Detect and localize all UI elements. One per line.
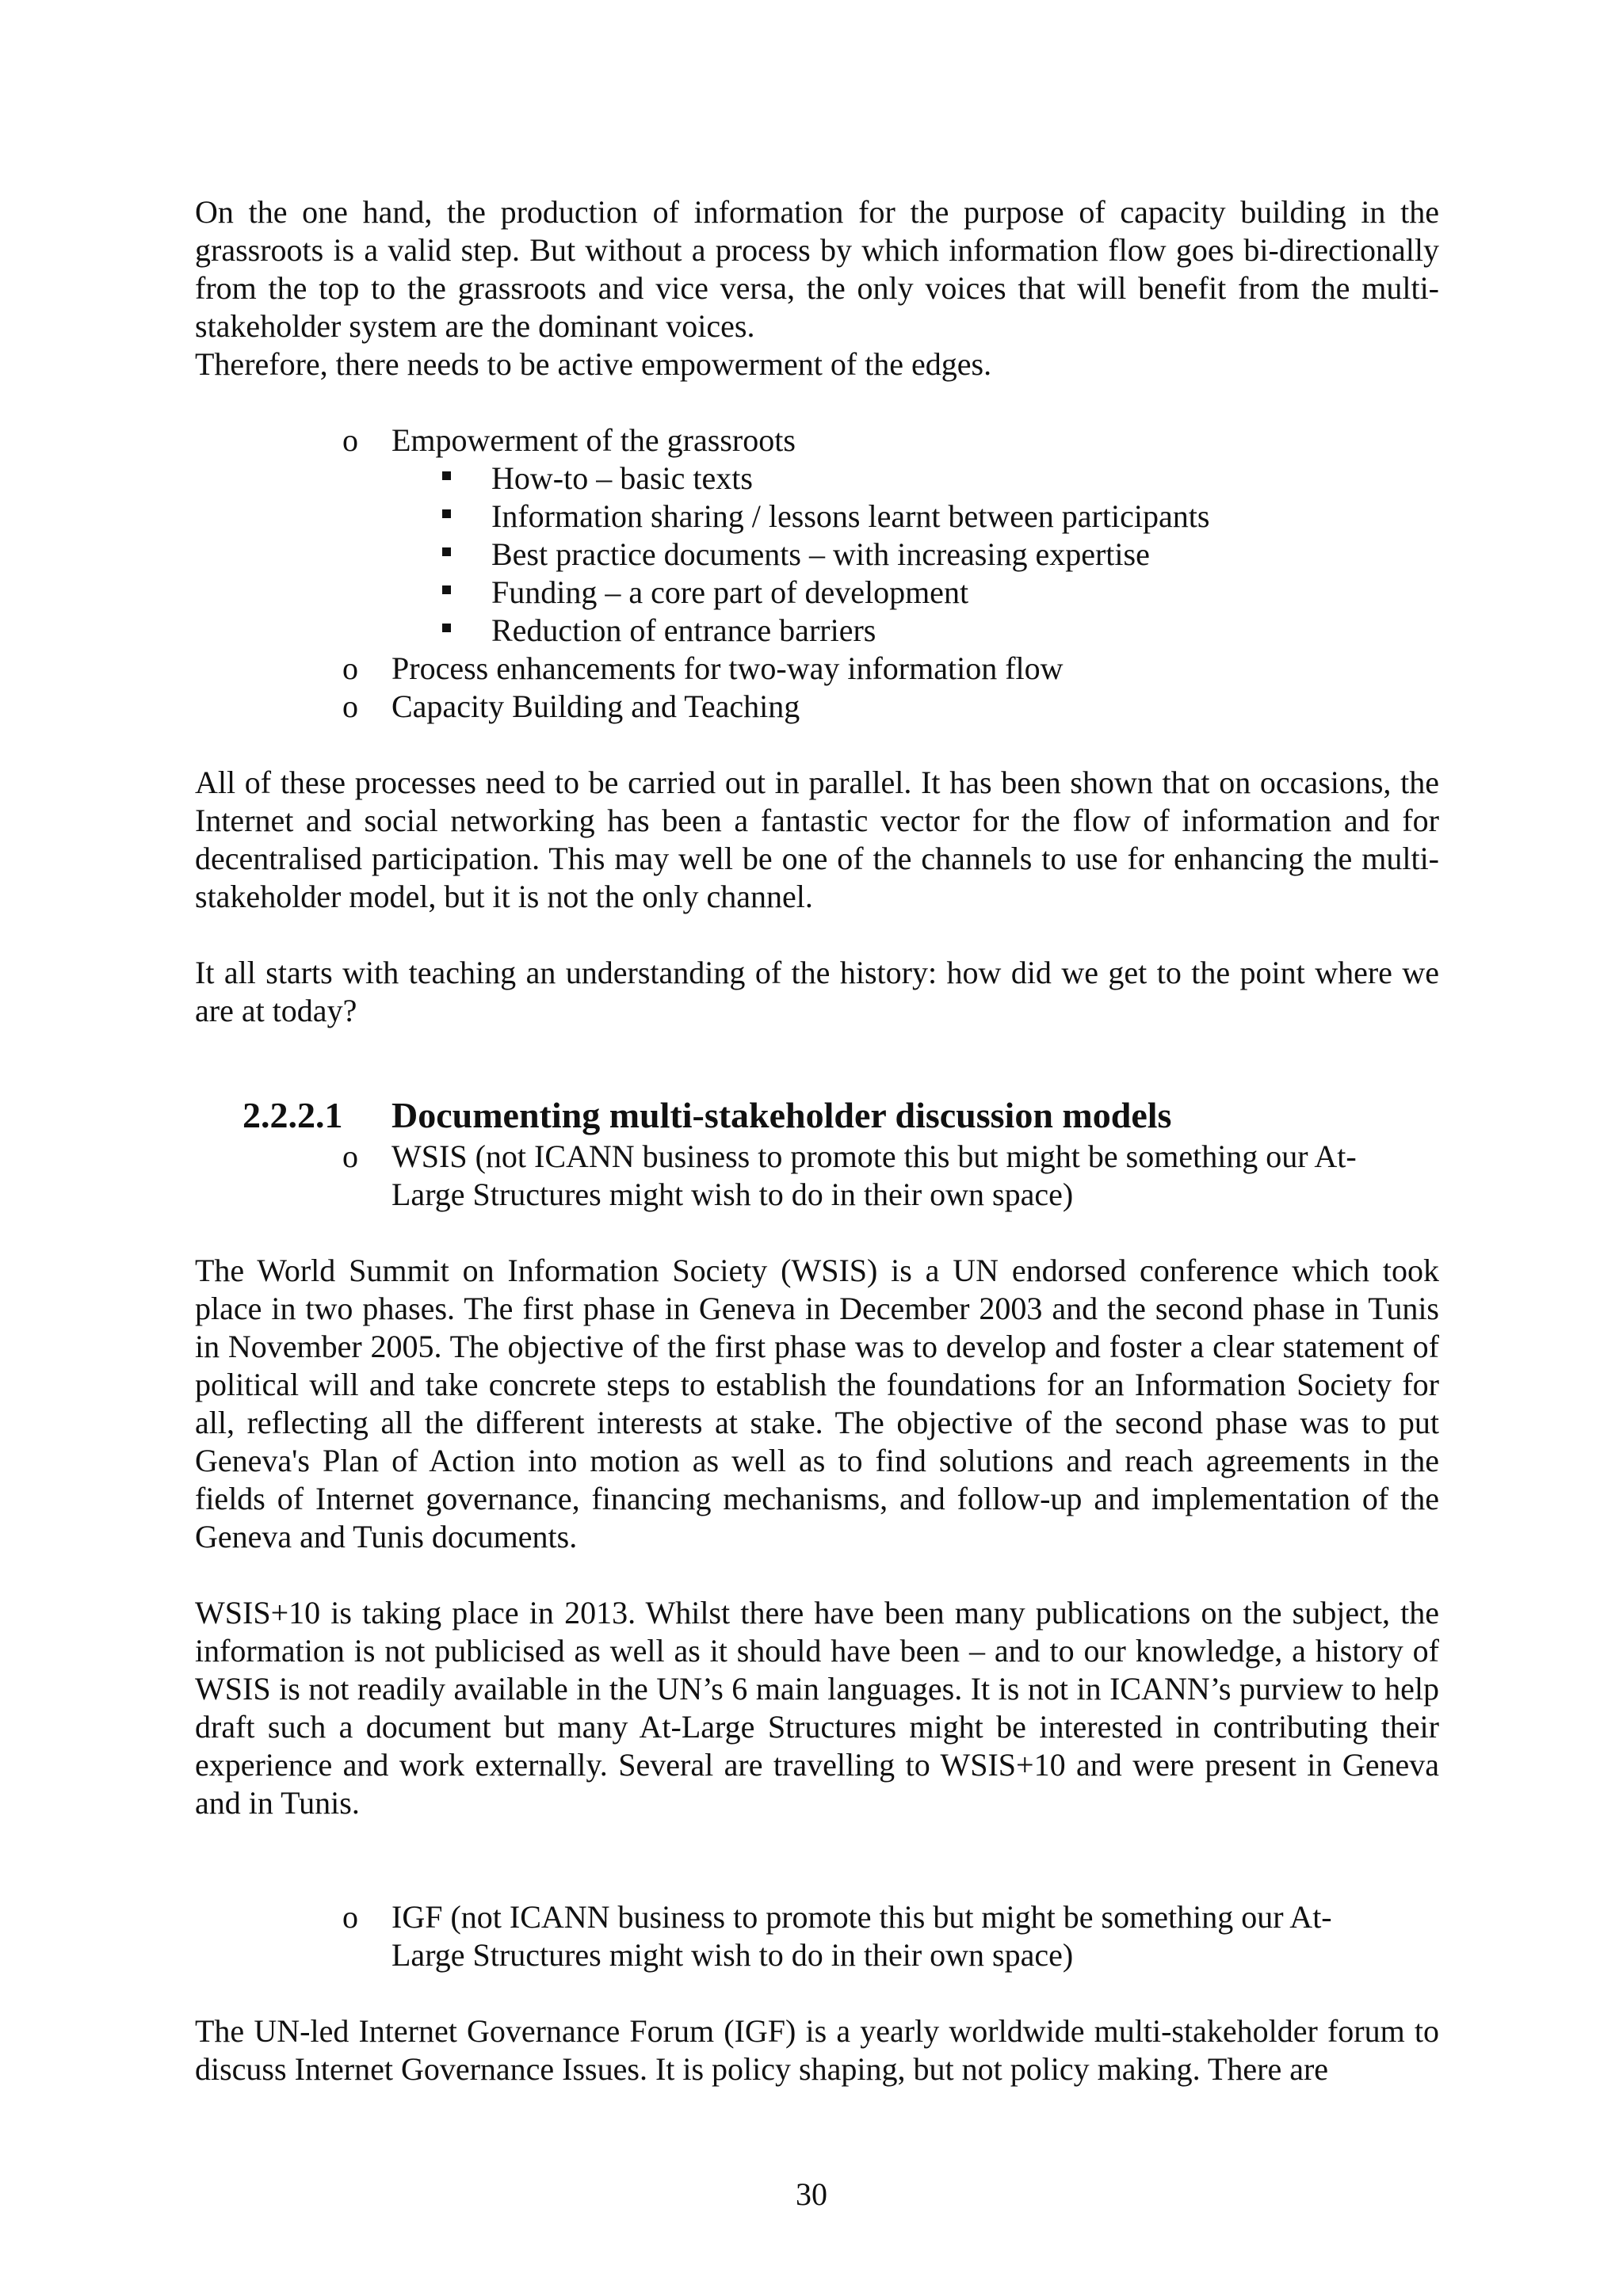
list-item-wsis [195, 1138, 1439, 1214]
list-item-text: WSIS (not ICANN business to promote this but might be something our At- [391, 1138, 1357, 1174]
section-number: 2.2.2.1 [242, 1095, 343, 1135]
list-item [195, 612, 1439, 650]
section-title: Documenting multi-stakeholder discussion models [391, 1095, 1172, 1135]
empowerment-list [195, 421, 1439, 726]
square-bullet-icon [442, 460, 451, 480]
circle-bullet: o [342, 688, 358, 724]
list-item [195, 421, 1439, 460]
list-item [195, 688, 1439, 726]
paragraph-wsis: The World Summit on Information Society (WSIS) is a UN endorsed conference which took place in two phases. The first phase in Geneva in December 2003 and the second phase in Tunis in November 2005. The objective of the first phase was to develop and foster a clear statement of political will and take concrete steps to establish the foundations for an Information Society for all, reflecting all the different interests at stake. The objective of the second phase was to put Geneva's Plan of Action into motion as well as to find solutions and reach agreements in the fields of Internet governance, financing mechanisms, and follow-up and implementation of the Geneva and Tunis documents. [195, 1253, 1439, 1554]
list-item-igf [195, 1898, 1439, 1974]
circle-bullet: o [342, 1899, 358, 1935]
list-item [195, 536, 1439, 574]
circle-bullet: o [342, 422, 358, 458]
paragraph-wsis-plus-10: WSIS+10 is taking place in 2013. Whilst there have been many publications on the subject, the information is not publicised as well as it should have been – and to our knowledge, a history of WSIS is not readily available in the UN’s 6 main languages. It is not in ICANN’s purview to help draft such a document but many At-Large Structures might be interested in contributing their experience and work externally. Several are travelling to WSIS+10 and were present in Geneva and in Tunis. [195, 1595, 1439, 1821]
list-item-text: Process enhancements for two-way information flow [391, 650, 1064, 686]
list-item [195, 498, 1439, 536]
square-bullet-icon [442, 612, 451, 632]
page-number: 30 [796, 2176, 827, 2212]
list-item-text-continued: Large Structures might wish to do in their own space) [391, 1937, 1074, 1973]
paragraph-history: It all starts with teaching an understanding of the history: how did we get to the point where we are at today? [195, 955, 1439, 1028]
list-item [195, 574, 1439, 612]
paragraph-igf: The UN-led Internet Governance Forum (IGF) is a yearly worldwide multi-stakeholder forum to discuss Internet Governance Issues. It is policy shaping, but not policy making. There are [195, 2013, 1439, 2087]
square-bullet-icon [442, 536, 451, 556]
square-bullet-icon [442, 574, 451, 594]
square-bullet-icon [442, 498, 451, 518]
section-heading [195, 1093, 1439, 1138]
paragraph-intro: On the one hand, the production of information for the purpose of capacity building in the grassroots is a valid step. But without a process by which information flow goes bi-directionally from the top to the grassroots and vice versa, the only voices that will benefit from the multi-stakeholder system are the dominant voices. [195, 194, 1439, 344]
document-body [195, 193, 1439, 2088]
list-item [195, 460, 1439, 498]
paragraph-parallel-processes: All of these processes need to be carried out in parallel. It has been shown that on occasions, the Internet and social networking has been a fantastic vector for the flow of information and for decentralised participation. This may well be one of the channels to use for enhancing the multi-stakeholder model, but it is not the only channel. [195, 765, 1439, 914]
list-item-text: IGF (not ICANN business to promote this but might be something our At- [391, 1899, 1332, 1935]
list-item-text: Information sharing / lessons learnt between participants [491, 498, 1210, 534]
list-item [195, 650, 1439, 688]
list-item-text: Capacity Building and Teaching [391, 688, 800, 724]
list-item-text: Reduction of entrance barriers [491, 612, 876, 648]
list-item-text: Empowerment of the grassroots [391, 422, 796, 458]
circle-bullet: o [342, 650, 358, 686]
list-item-text: Best practice documents – with increasing expertise [491, 536, 1150, 572]
list-item-text: How-to – basic texts [491, 460, 753, 496]
circle-bullet: o [342, 1138, 358, 1174]
list-item-text: Funding – a core part of development [491, 574, 969, 610]
paragraph-intro-conclusion: Therefore, there needs to be active empowerment of the edges. [195, 346, 992, 382]
list-item-text-continued: Large Structures might wish to do in their own space) [391, 1177, 1074, 1212]
